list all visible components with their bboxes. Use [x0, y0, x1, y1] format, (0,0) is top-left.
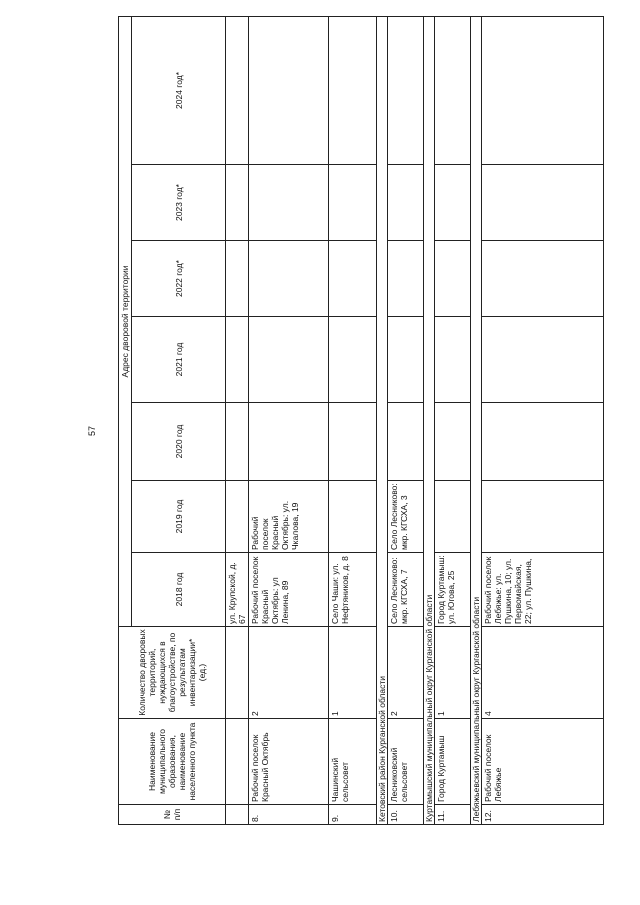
section-row [377, 16, 388, 824]
cell-address-2019 [482, 481, 604, 553]
header-year-2024: 2024 год* [132, 16, 226, 164]
table-row [435, 16, 471, 824]
cell-address-2019: Рабочий поселок Красный Октябрь: ул. Чкалова, 19 [249, 481, 329, 553]
cell-num: 10. [388, 805, 424, 825]
page-number: 57 [87, 426, 97, 437]
header-year-2022: 2022 год* [132, 241, 226, 317]
cell-address-2019: Село Лесниково: мкр. КГСХА, 3 [388, 481, 424, 553]
cell-address-2019 [329, 481, 377, 553]
section-lebyazhye: Лебяжьевский муниципальный округ Курганской области [471, 16, 482, 824]
cell-address-2018: Село Чаши: ул. Нефтяников, д. 8 [329, 553, 377, 627]
table-row [249, 16, 329, 824]
header-count: Количество дворовых территорий, нуждающихся в благоустройстве, по результатам инвентаризации* (ед.) [119, 627, 226, 719]
cell-name: Рабочий поселок Красный Октябрь [249, 719, 329, 805]
cell-address-2018: ул. Крупской, д. 67 [226, 553, 249, 627]
cell-name: Чашинский сельсовет [329, 719, 377, 805]
section-row [424, 16, 435, 824]
cell-address-2019 [435, 481, 471, 553]
header-year-2021: 2021 год [132, 317, 226, 403]
dvorovye-territorii-table [118, 16, 604, 825]
cell-num: 8. [249, 805, 329, 825]
section-row [471, 16, 482, 824]
cell-count: 2 [249, 627, 329, 719]
cell-address-2018: Рабочий поселок Красный Октябрь: ул Ленина, 89 [249, 553, 329, 627]
header-num: № п/п [119, 805, 226, 825]
cell-num: 11. [435, 805, 471, 825]
cell-name: Рабочий поселок Лебяжье [482, 719, 604, 805]
header-year-2019: 2019 год [132, 481, 226, 553]
header-year-2023: 2023 год* [132, 165, 226, 241]
cell-count: 1 [329, 627, 377, 719]
table-row [329, 16, 377, 824]
cell-address-2018: Рабочий поселок Лебяжье: ул. Пушкина, 10; ул. Первомайская, 22; ул. Пушкина, [482, 553, 604, 627]
header-year-2018: 2018 год [132, 553, 226, 627]
cell-name: Город Куртамыш [435, 719, 471, 805]
cell-count: 4 [482, 627, 604, 719]
section-ketovsky: Кетовский район Курганской области [377, 16, 388, 824]
table-row-continuation [226, 16, 249, 824]
section-kurtamysh: Куртамышский муниципальный округ Курганской области [424, 16, 435, 824]
cell-address-2018: Город Куртамыш: ул. Югова, 25 [435, 553, 471, 627]
cell-num: 9. [329, 805, 377, 825]
table-row [388, 16, 424, 824]
cell-address-2018: Село Лесниково: мкр. КГСХА, 7 [388, 553, 424, 627]
cell-count: 2 [388, 627, 424, 719]
table-row [482, 16, 604, 824]
header-year-2020: 2020 год [132, 403, 226, 481]
header-address-group: Адрес дворовой территории [119, 16, 132, 626]
rotated-table-container [118, 37, 604, 825]
header-name: Наименование муниципального образования, наименование населенного пункта [119, 719, 226, 805]
cell-name: Лесниковский сельсовет [388, 719, 424, 805]
cell-count: 1 [435, 627, 471, 719]
cell-num: 12. [482, 805, 604, 825]
